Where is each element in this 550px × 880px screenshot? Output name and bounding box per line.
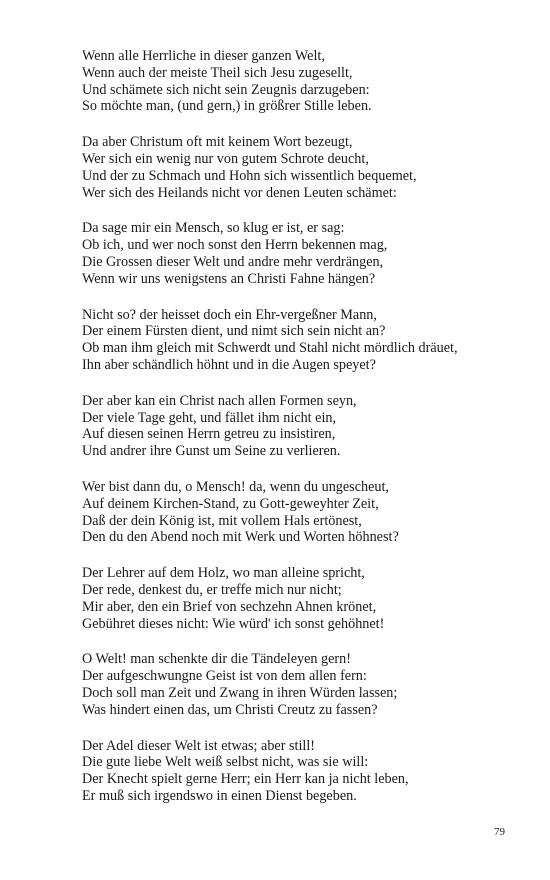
poem-line: Da sage mir ein Mensch, so klug er ist, er sag: bbox=[82, 220, 345, 237]
poem-line: Und andrer ihre Gunst um Seine zu verlieren. bbox=[82, 443, 341, 460]
poem-line: Der aufgeschwungne Geist ist von dem allen fern: bbox=[82, 668, 367, 685]
page-number: 79 bbox=[494, 826, 505, 838]
stanza-2 bbox=[82, 134, 522, 201]
poem-line: Wenn auch der meiste Theil sich Jesu zugesellt, bbox=[82, 64, 353, 81]
poem-line: Wer bist dann du, o Mensch! da, wenn du ungescheut, bbox=[82, 478, 389, 495]
poem-line: Doch soll man Zeit und Zwang in ihren Würden lassen; bbox=[82, 684, 398, 701]
poem-line: Der Knecht spielt gerne Herr; ein Herr kan ja nicht leben, bbox=[82, 771, 409, 788]
poem-line: Der Adel dieser Welt ist etwas; aber still! bbox=[82, 737, 316, 754]
stanza-5 bbox=[82, 393, 522, 460]
poem-line: Ob ich, und wer noch sonst den Herrn bekennen mag, bbox=[82, 237, 388, 254]
poem-line: Ob man ihm gleich mit Schwerdt und Stahl nicht mördlich dräuet, bbox=[82, 340, 458, 357]
stanza-9 bbox=[82, 738, 522, 805]
poem-line: Gebühret dieses nicht: Wie würd' ich sonst gehöhnet! bbox=[82, 615, 385, 632]
poem-line: Der aber kan ein Christ nach allen Formen seyn, bbox=[82, 392, 357, 409]
poem-line: Ihn aber schändlich höhnt und in die Augen speyet? bbox=[82, 356, 376, 373]
poem-line: Wer sich ein wenig nur von gutem Schrote deucht, bbox=[82, 150, 369, 167]
poem-line: Wer sich des Heilands nicht vor denen Leuten schämet: bbox=[82, 184, 397, 201]
stanza-8 bbox=[82, 651, 522, 718]
poem-line: Und der zu Schmach und Hohn sich wissentlich bequemet, bbox=[82, 167, 417, 184]
poem-line: Wenn wir uns wenigstens an Christi Fahne hängen? bbox=[82, 270, 376, 287]
poem-line: Der viele Tage geht, und fället ihm nicht ein, bbox=[82, 409, 337, 426]
stanza-1 bbox=[82, 48, 522, 115]
poem-line: O Welt! man schenkte dir die Tändeleyen gern! bbox=[82, 651, 351, 668]
poem-line: Den du den Abend noch mit Werk und Worten höhnest? bbox=[82, 529, 399, 546]
poem-text bbox=[82, 48, 522, 824]
poem-line: Auf diesen seinen Herrn getreu zu insistiren, bbox=[82, 426, 336, 443]
poem-line: Der Lehrer auf dem Holz, wo man alleine spricht, bbox=[82, 565, 365, 582]
poem-line: Nicht so? der heisset doch ein Ehr-vergeßner Mann, bbox=[82, 306, 377, 323]
stanza-6 bbox=[82, 479, 522, 546]
poem-line: Mir aber, den ein Brief von sechzehn Ahnen krönet, bbox=[82, 598, 377, 615]
poem-line: Der einem Fürsten dient, und nimt sich sein nicht an? bbox=[82, 323, 386, 340]
poem-line: Die gute liebe Welt weiß selbst nicht, was sie will: bbox=[82, 754, 369, 771]
stanza-3 bbox=[82, 220, 522, 287]
poem-line: Der rede, denkest du, er treffe mich nur nicht; bbox=[82, 581, 342, 598]
stanza-7 bbox=[82, 565, 522, 632]
poem-line: Auf deinem Kirchen-Stand, zu Gott-geweyhter Zeit, bbox=[82, 495, 379, 512]
poem-line: Was hindert einen das, um Christi Creutz zu fassen? bbox=[82, 701, 378, 718]
poem-line: Wenn alle Herrliche in dieser ganzen Welt, bbox=[82, 48, 325, 64]
poem-line: Daß der dein König ist, mit vollem Hals ertönest, bbox=[82, 512, 362, 529]
poem-line: Da aber Christum oft mit keinem Wort bezeugt, bbox=[82, 134, 353, 151]
stanza-4 bbox=[82, 307, 522, 374]
poem-line: Und schämete sich nicht sein Zeugnis darzugeben: bbox=[82, 81, 370, 98]
poem-line: Er muß sich irgendswo in einen Dienst begeben. bbox=[82, 787, 357, 804]
poem-line: Die Grossen dieser Welt und andre mehr verdrängen, bbox=[82, 253, 384, 270]
poem-line: So möchte man, (und gern,) in größrer Stille leben. bbox=[82, 98, 372, 115]
